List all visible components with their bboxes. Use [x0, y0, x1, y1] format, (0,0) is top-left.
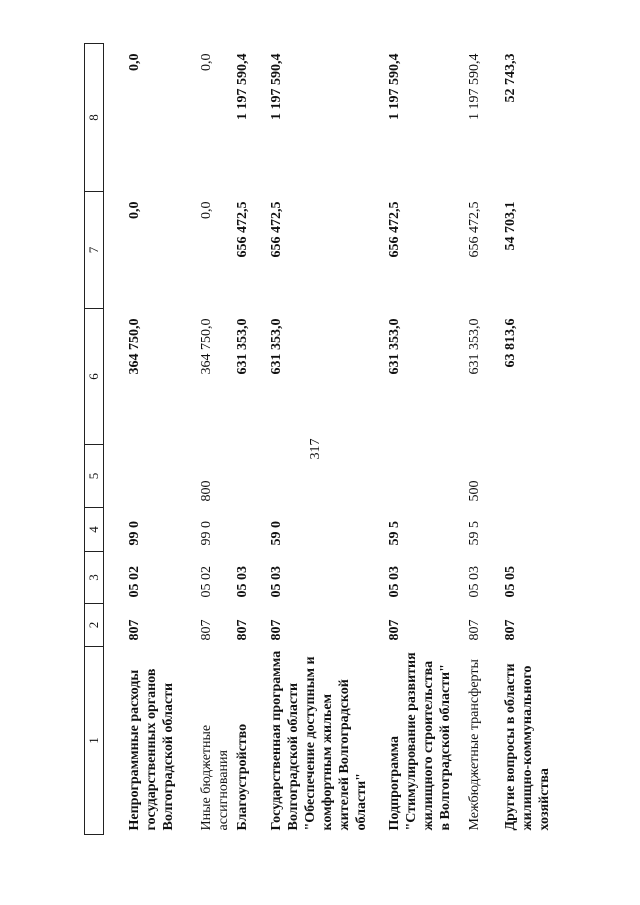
cell-amount-3: 1 197 590,4	[269, 53, 284, 120]
cell-amount-3: 0,0	[127, 53, 142, 71]
cell-ministry: 807	[127, 619, 142, 641]
header-cell: 5	[85, 445, 104, 508]
cell-amount-3: 52 743,3	[503, 53, 518, 103]
table-row	[466, 44, 500, 835]
cell-amount-1: 631 353,0	[467, 318, 482, 375]
table-row	[198, 44, 232, 835]
budget-table-container	[84, 44, 630, 835]
cell-amount-1: 364 750,0	[127, 318, 142, 375]
cell-expense-type: 500	[467, 480, 482, 502]
budget-table	[84, 43, 562, 835]
table-row	[500, 44, 562, 835]
cell-program: 59 5	[387, 521, 402, 546]
cell-expense-type	[266, 445, 386, 508]
cell-amount-1: 631 353,0	[235, 318, 250, 375]
cell-ministry: 807	[387, 619, 402, 641]
cell-amount-3: 1 197 590,4	[387, 53, 402, 120]
cell-amount-2: 656 472,5	[467, 201, 482, 258]
cell-section: 05 02	[199, 566, 214, 598]
cell-section: 05 03	[269, 566, 284, 598]
row-name: Иные бюджетные ассигнования	[199, 724, 231, 831]
table-row	[104, 44, 199, 835]
cell-amount-3: 0,0	[199, 53, 214, 71]
cell-ministry: 807	[199, 619, 214, 641]
page-number: 317	[308, 438, 323, 460]
header-cell: 3	[85, 552, 104, 604]
header-cell: 1	[85, 647, 104, 835]
cell-section: 05 05	[503, 566, 518, 598]
row-name: Подпрограмма "Стимулирование развития жилищного строительства в Волгоградской области"	[387, 652, 453, 831]
cell-amount-3: 1 197 590,4	[467, 53, 482, 120]
row-name: Другие вопросы в области жилищно-коммунального хозяйства	[503, 663, 552, 831]
cell-ministry: 807	[269, 619, 284, 641]
cell-section: 05 03	[235, 566, 250, 598]
cell-amount-2: 0,0	[199, 201, 214, 219]
cell-amount-1: 63 813,6	[503, 318, 518, 368]
cell-expense-type	[232, 445, 266, 508]
cell-ministry: 807	[235, 619, 250, 641]
cell-amount-2: 656 472,5	[235, 201, 250, 258]
cell-amount-3: 1 197 590,4	[235, 53, 250, 120]
cell-section: 05 03	[467, 566, 482, 598]
header-cell: 8	[85, 44, 104, 192]
cell-section: 05 03	[387, 566, 402, 598]
row-name: Благоустройство	[235, 723, 250, 831]
header-cell: 2	[85, 604, 104, 647]
cell-program: 99 0	[199, 521, 214, 546]
cell-amount-2: 54 703,1	[503, 201, 518, 251]
table-header	[85, 44, 104, 835]
cell-expense-type	[500, 445, 562, 508]
table-row	[266, 44, 386, 835]
row-name: Государственная программа Волгоградской области "Обеспечение доступным и комфортным жильем жителей Волгоградской области"	[269, 650, 369, 831]
row-name: Межбюджетные трансферты	[467, 659, 482, 831]
cell-program: 99 0	[127, 521, 142, 546]
cell-amount-2: 656 472,5	[387, 201, 402, 258]
cell-ministry: 807	[503, 619, 518, 641]
header-cell: 4	[85, 508, 104, 552]
cell-program	[500, 508, 562, 552]
cell-amount-1: 631 353,0	[387, 318, 402, 375]
row-name: Непрограммные расходы государственных органов Волгоградской области	[127, 668, 176, 831]
cell-expense-type: 800	[199, 480, 214, 502]
header-cell: 6	[85, 309, 104, 445]
cell-ministry: 807	[467, 619, 482, 641]
cell-section: 05 02	[127, 566, 142, 598]
cell-program	[232, 508, 266, 552]
cell-amount-1: 631 353,0	[269, 318, 284, 375]
cell-amount-1: 364 750,0	[199, 318, 214, 375]
cell-amount-2: 0,0	[127, 201, 142, 219]
cell-amount-2: 656 472,5	[269, 201, 284, 258]
cell-program: 59 5	[467, 521, 482, 546]
table-row	[232, 44, 266, 835]
cell-expense-type	[386, 445, 466, 508]
cell-expense-type	[104, 445, 199, 508]
header-cell: 7	[85, 192, 104, 309]
table-row	[386, 44, 466, 835]
cell-program: 59 0	[269, 521, 284, 546]
